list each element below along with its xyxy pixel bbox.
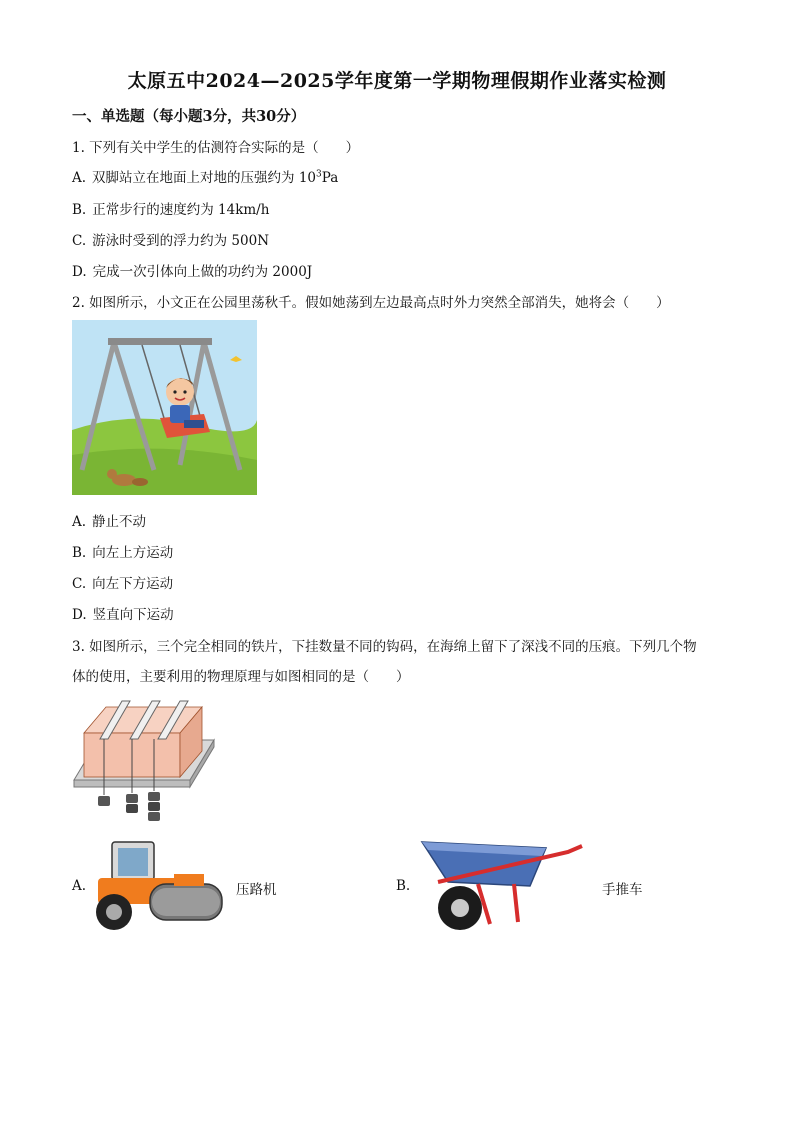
option-letter: B. [72,202,87,218]
question-2-option-a [72,510,146,530]
option-superscript: 3 [316,169,322,180]
option-text: 向左上方运动 [92,545,174,561]
question-3-option-a-letter: A. [72,878,87,894]
option-text: 向左下方运动 [92,576,174,592]
option-letter: C. [72,576,87,592]
option-letter: B. [72,545,87,561]
option-unit: Pa [321,170,339,186]
question-3-stem-line-1: 3. 如图所示，三个完全相同的铁片，下挂数量不同的钩码，在海绵上留下了深浅不同的压痕。下列几个物 [72,639,697,655]
question-3-stem-line-2: 体的使用，主要利用的物理原理与如图相同的是（ ） [72,669,410,685]
option-letter: C. [72,233,87,249]
question-1-stem: 1. 下列有关中学生的估测符合实际的是（ ） [72,140,360,156]
swing-illustration [72,320,257,495]
question-3-option-b-letter: B. [396,878,411,894]
option-text: 双脚站立在地面上对地的压强约为 10 [92,170,317,186]
option-text: 静止不动 [92,514,147,530]
option-text: 正常步行的速度约为 14km/h [92,202,270,218]
question-3-option-a-caption: 压路机 [236,882,277,898]
question-2-option-b [72,541,173,561]
question-1-option-a [72,166,338,186]
option-text: 完成一次引体向上做的功约为 2000J [92,264,313,280]
question-1-option-b [72,198,269,218]
option-letter: A. [72,514,87,530]
road-roller-illustration [90,838,230,938]
section-heading-single-choice: 一、单选题（每小题3分，共30分） [72,108,306,125]
page-title: 太原五中2024—2025学年度第一学期物理假期作业落实检测 [127,70,667,92]
option-text: 游泳时受到的浮力约为 500N [92,233,270,249]
question-2-option-d [72,603,174,623]
question-2-stem: 2. 如图所示，小文正在公园里荡秋千。假如她荡到左边最高点时外力突然全部消失，她将会（ ） [72,295,670,311]
question-1-option-c [72,229,269,249]
question-3-option-b-caption: 手推车 [602,882,643,898]
option-letter: D. [72,264,87,280]
sponge-experiment-illustration [72,695,218,830]
option-letter: D. [72,607,87,623]
option-letter: A. [72,170,87,186]
option-text: 竖直向下运动 [92,607,174,623]
wheelbarrow-illustration [418,836,588,936]
question-1-option-d [72,260,312,280]
question-2-option-c [72,572,173,592]
